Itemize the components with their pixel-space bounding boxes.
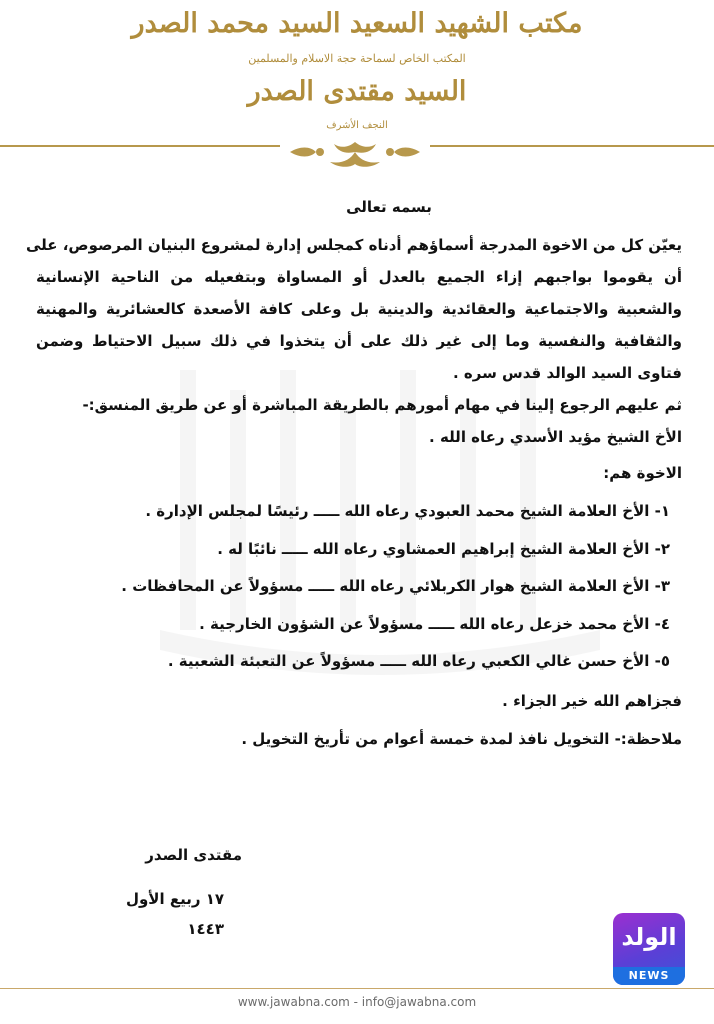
intro-line: يعيّن كل من الاخوة المدرجة أسماؤهم أدناه كمجلس إدارة لمشروع البنيان المرصوص، على <box>25 236 682 254</box>
signature-date: ١٧ ربيع الأول ١٤٤٣ <box>125 890 224 938</box>
signature-name: مقتدى الصدر <box>145 846 242 864</box>
footer-contact: www.jawabna.com - info@jawabna.com <box>237 995 477 1009</box>
intro-line: أن يقوموا بواجبهم إزاء الجميع بالعدل أو المساواة وبتفعيله من الناحية الإنسانية <box>36 268 682 286</box>
intro-line: فتاوى السيد الوالد قدس سره . <box>452 364 682 382</box>
logo-arabic-text: الولد <box>621 923 677 951</box>
letter-body <box>25 198 682 755</box>
letterhead <box>0 0 714 175</box>
signature-block <box>92 840 252 938</box>
members-heading: الاخوة هم: <box>603 464 682 482</box>
intro-line: والثقافية والنفسية وما إلى غير ذلك على أن يتخذوا في ذلك سبيل الاحتياط وضمن <box>36 332 682 350</box>
ornament-icon <box>280 138 430 170</box>
letterhead-subtitle: المكتب الخاص لسماحة حجة الاسلام والمسلمين <box>248 52 466 65</box>
footer-divider <box>0 988 714 989</box>
member-item: ١- الأخ العلامة الشيخ محمد العبودي رعاه الله ـــــ رئيسًا لمجلس الإدارة . <box>145 502 670 520</box>
member-item: ٥- الأخ حسن غالي الكعبي رعاه الله ـــــ مسؤولاً عن التعبئة الشعبية . <box>167 652 670 670</box>
member-item: ٣- الأخ العلامة الشيخ هوار الكربلائي رعاه الله ـــــ مسؤولاً عن المحافظات . <box>121 577 670 595</box>
intro-line: والشعبية والاجتماعية والعقائدية والدينية بل وعلى كافة الأصعدة كالعشائرية والمهنية <box>36 300 682 318</box>
member-item: ٢- الأخ العلامة الشيخ إبراهيم العمشاوي رعاه الله ـــــ نائبًا له . <box>217 539 670 558</box>
closing-line: فجزاهم الله خير الجزاء . <box>502 691 682 710</box>
intro-paragraph <box>25 229 682 389</box>
note-line: ملاحظة:- التخويل نافذ لمدة خمسة أعوام من تأريخ التخويل . <box>241 729 682 748</box>
logo-news-label: NEWS <box>613 967 685 985</box>
letterhead-name: السيد مقتدى الصدر <box>247 76 467 107</box>
members-list <box>36 493 682 681</box>
news-logo <box>613 913 685 985</box>
office-name: مكتب الشهيد السعيد السيد محمد الصدر <box>131 8 583 39</box>
member-item: ٤- الأخ محمد خزعل رعاه الله ـــــ مسؤولاً عن الشؤون الخارجية . <box>199 614 670 633</box>
letter-title: بسمه تعالى <box>346 198 432 216</box>
coordinator-line: الأخ الشيخ مؤيد الأسدي رعاه الله . <box>429 428 682 446</box>
letterhead-city: النجف الأشرف <box>326 120 388 131</box>
coordination-line: ثم عليهم الرجوع إلينا في مهام أمورهم بالطريقة المباشرة أو عن طريق المنسق:- <box>82 396 682 414</box>
